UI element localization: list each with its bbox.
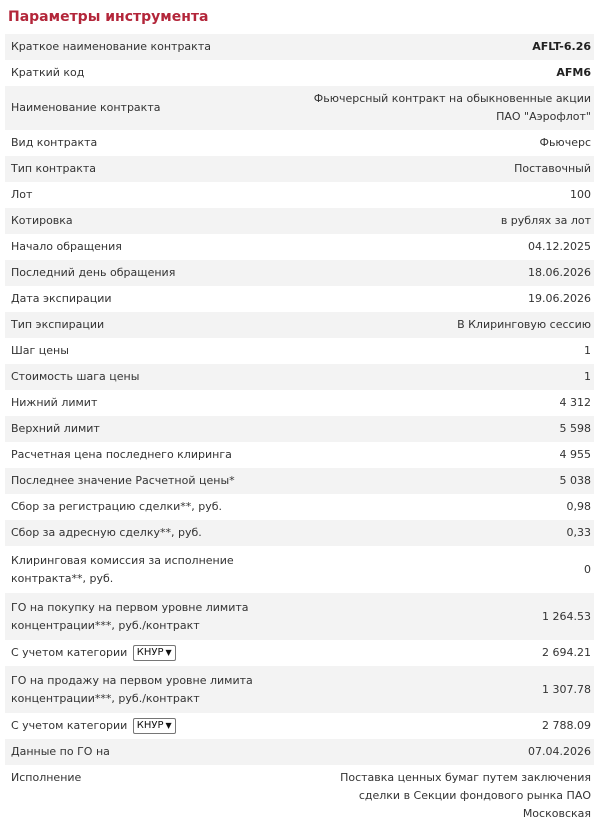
row-value: 04.12.2025: [528, 240, 591, 253]
category-select[interactable]: [133, 718, 176, 734]
row-value: 100: [570, 188, 591, 201]
row-label: Сбор за адресную сделку**, руб.: [5, 520, 300, 546]
table-row: [5, 713, 594, 739]
row-value: 1: [584, 344, 591, 357]
row-label: С учетом категории: [11, 646, 128, 659]
row-value: 2 694.21: [542, 646, 591, 659]
row-label: Последнее значение Расчетной цены*: [5, 468, 300, 494]
table-row: [5, 546, 594, 593]
table-row: [5, 593, 594, 640]
row-label: Тип контракта: [5, 156, 300, 182]
row-value: 4 312: [559, 396, 591, 409]
row-label: Лот: [11, 188, 33, 201]
table-row: [5, 34, 594, 60]
row-label: ГО на продажу на первом уровне лимита концентрации***, руб./контракт: [5, 666, 300, 713]
row-value: 0,33: [300, 520, 595, 546]
row-label: Дата экспирации: [11, 292, 112, 305]
table-row: [5, 312, 594, 338]
table-row: [5, 494, 594, 520]
row-label: Тип экспирации: [5, 312, 300, 338]
table-row: [5, 765, 594, 823]
panel-title: Параметры инструмента: [8, 9, 209, 25]
table-row: [5, 640, 594, 666]
row-label: Верхний лимит: [5, 416, 300, 442]
table-row: [5, 234, 594, 260]
row-label: Начало обращения: [11, 240, 122, 253]
table-row: [5, 442, 594, 468]
table-row: [5, 130, 594, 156]
row-label: Шаг цены: [11, 344, 69, 357]
row-value: 18.06.2026: [300, 260, 595, 286]
row-value: 1 264.53: [300, 593, 595, 640]
row-value: 4 955: [559, 448, 591, 461]
row-value: Поставка ценных бумаг путем заключения сделки в Секции фондового рынка ПАО Московская: [340, 771, 591, 820]
row-label: Котировка: [5, 208, 300, 234]
chevron-down-icon: ▼: [165, 648, 172, 657]
row-value: 2 788.09: [542, 719, 591, 732]
row-value: Фьючерсный контракт на обыкновенные акции ПАО "Аэрофлот": [300, 86, 595, 130]
row-label: Краткий код: [11, 66, 85, 79]
row-value: Фьючерс: [539, 136, 591, 149]
row-label: Краткое наименование контракта: [5, 34, 300, 60]
table-row: [5, 260, 594, 286]
table-row: [5, 208, 594, 234]
parameters-table: [5, 34, 594, 823]
row-value: 0,98: [566, 500, 591, 513]
row-value: Поставочный: [300, 156, 595, 182]
row-value: 07.04.2026: [300, 739, 595, 765]
row-value: 0: [584, 562, 591, 576]
row-value: AFLT-6.26: [300, 34, 595, 60]
table-row: [5, 182, 594, 208]
row-label: Вид контракта: [11, 136, 98, 149]
row-value: 5 038: [300, 468, 595, 494]
row-label: Данные по ГО на: [5, 739, 300, 765]
table-row: [5, 416, 594, 442]
table-row: [5, 390, 594, 416]
row-label: Нижний лимит: [11, 396, 98, 409]
row-label: Стоимость шага цены: [5, 364, 300, 390]
row-label-with-select: [5, 713, 300, 739]
chevron-down-icon: ▼: [165, 721, 172, 730]
table-row: [5, 666, 594, 713]
table-row: [5, 60, 594, 86]
category-select[interactable]: [133, 645, 176, 661]
row-label: Исполнение: [11, 771, 82, 784]
category-select-value: КНУР: [136, 720, 164, 731]
row-value: 19.06.2026: [528, 292, 591, 305]
table-row: [5, 338, 594, 364]
category-select-value: КНУР: [136, 647, 164, 658]
table-row: [5, 520, 594, 546]
row-label: Клиринговая комиссия за исполнение контракта**, руб.: [11, 553, 234, 585]
row-label: Расчетная цена последнего клиринга: [11, 448, 232, 461]
row-value: в рублях за лот: [300, 208, 595, 234]
table-row: [5, 364, 594, 390]
row-label: С учетом категории: [11, 719, 128, 732]
row-value: 1 307.78: [300, 666, 595, 713]
row-value: В Клиринговую сессию: [300, 312, 595, 338]
row-label-with-select: [5, 640, 300, 666]
table-row: [5, 739, 594, 765]
row-label: ГО на покупку на первом уровне лимита концентрации***, руб./контракт: [5, 593, 300, 640]
row-label: Наименование контракта: [5, 86, 300, 130]
row-label: Сбор за регистрацию сделки**, руб.: [11, 500, 223, 513]
row-value: 1: [300, 364, 595, 390]
row-value: AFM6: [556, 66, 591, 79]
table-row: [5, 86, 594, 130]
table-row: [5, 468, 594, 494]
table-row: [5, 156, 594, 182]
table-row: [5, 286, 594, 312]
row-value: 5 598: [300, 416, 595, 442]
row-label: Последний день обращения: [5, 260, 300, 286]
